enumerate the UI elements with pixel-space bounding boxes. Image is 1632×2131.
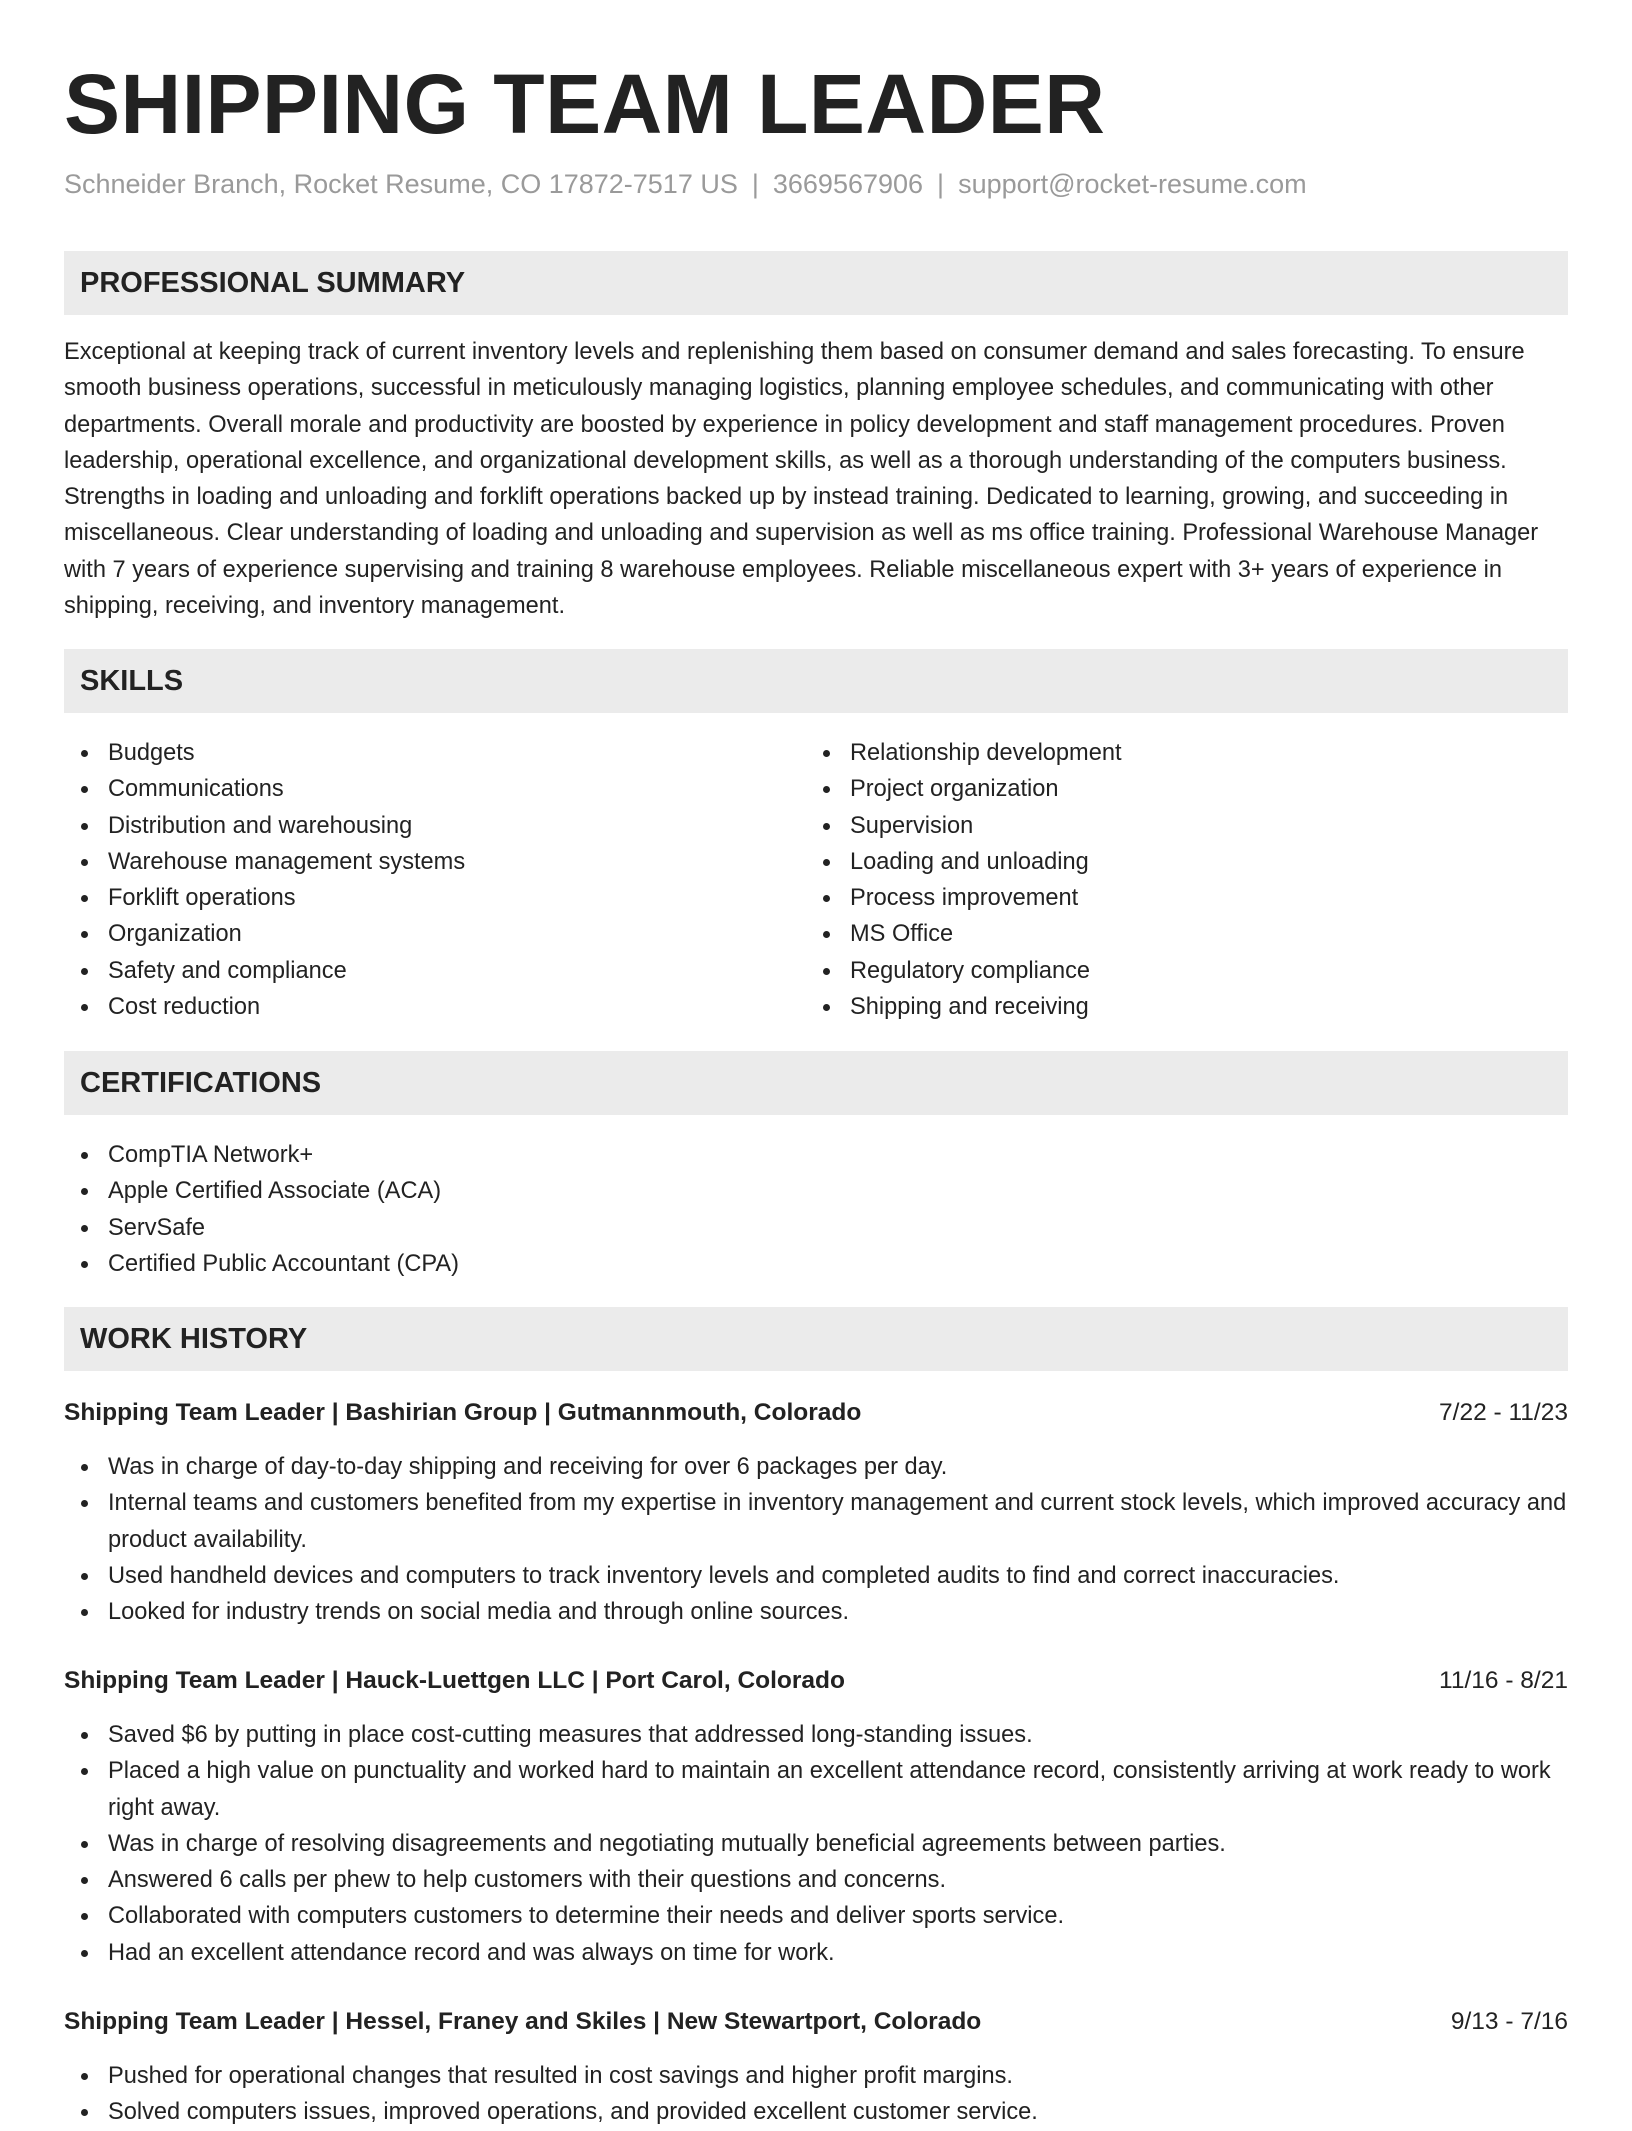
skill-item: Loading and unloading xyxy=(806,844,1546,880)
job-bullet: Solved computers issues, improved operations, and provided excellent customer service. xyxy=(64,2094,1568,2130)
contact-line xyxy=(64,166,1307,202)
job-dates: 11/16 - 8/21 xyxy=(1439,1667,1568,1694)
contact-address: Schneider Branch, Rocket Resume, CO 17872-7517 US xyxy=(64,169,738,199)
job-bullet: Answered 6 calls per phew to help customers with their questions and concerns. xyxy=(64,1862,1568,1898)
certifications-list xyxy=(64,1137,1568,1282)
skill-item: Shipping and receiving xyxy=(806,989,1546,1025)
job-title: Shipping Team Leader | Hauck-Luettgen LLC | Port Carol, Colorado xyxy=(64,1667,845,1694)
section-header-skills: SKILLS xyxy=(64,649,1568,713)
job-bullets xyxy=(64,1449,1568,1630)
job-entry-header xyxy=(64,1663,1568,1699)
section-header-summary: PROFESSIONAL SUMMARY xyxy=(64,251,1568,315)
job-title: Shipping Team Leader | Hessel, Franey and Skiles | New Stewartport, Colorado xyxy=(64,2008,982,2035)
resume-title: SHIPPING TEAM LEADER xyxy=(64,57,1106,151)
job-entry-header xyxy=(64,1395,1568,1431)
job-bullet: Pushed for operational changes that resulted in cost savings and higher profit margins. xyxy=(64,2058,1568,2094)
skill-item: Communications xyxy=(64,771,804,807)
job-bullet: Collaborated with computers customers to determine their needs and deliver sports service. xyxy=(64,1898,1568,1934)
job-bullet: Had an excellent attendance record and was always on time for work. xyxy=(64,1935,1568,1971)
job-entry-header xyxy=(64,2004,1568,2040)
section-header-work-history: WORK HISTORY xyxy=(64,1307,1568,1371)
skill-item: Cost reduction xyxy=(64,989,804,1025)
job-bullet: Was in charge of resolving disagreements and negotiating mutually beneficial agreements between parties. xyxy=(64,1826,1568,1862)
certification-item: Apple Certified Associate (ACA) xyxy=(64,1173,1568,1209)
contact-separator: | xyxy=(937,169,945,199)
job-bullet: Placed a high value on punctuality and worked hard to maintain an excellent attendance record, consistently arriving at work ready to work right away. xyxy=(64,1753,1568,1826)
summary-text: Exceptional at keeping track of current inventory levels and replenishing them based on consumer demand and sales forecasting. To ensure smooth business operations, successful in meticulously managing logistics, planning employee schedules, and communicating with other departments. Overall morale and productivity are boosted by experience in policy development and staff management procedures. Proven leadership, operational excellence, and organizational development skills, as well as a thorough understanding of the computers business. Strengths in loading and unloading and forklift operations backed up by instead training. Dedicated to learning, growing, and succeeding in miscellaneous. Clear understanding of loading and unloading and supervision as well as ms office training. Professional Warehouse Manager with 7 years of experience supervising and training 8 warehouse employees. Reliable miscellaneous expert with 3+ years of experience in shipping, receiving, and inventory management. xyxy=(64,339,1539,620)
job-bullet: Internal teams and customers benefited from my expertise in inventory management and current stock levels, which improved accuracy and product availability. xyxy=(64,1485,1568,1558)
contact-separator: | xyxy=(751,169,759,199)
skill-item: Distribution and warehousing xyxy=(64,808,804,844)
skill-item: Budgets xyxy=(64,735,804,771)
skill-item: Project organization xyxy=(806,771,1546,807)
job-bullets xyxy=(64,1717,1568,1971)
skill-item: Regulatory compliance xyxy=(806,953,1546,989)
skills-list-right xyxy=(806,735,1546,1025)
job-bullet: Saved $6 by putting in place cost-cutting measures that addressed long-standing issues. xyxy=(64,1717,1568,1753)
job-bullet: Used handheld devices and computers to track inventory levels and completed audits to find and correct inaccuracies. xyxy=(64,1558,1568,1594)
job-bullets xyxy=(64,2058,1568,2131)
contact-email: support@rocket-resume.com xyxy=(958,169,1307,199)
skill-item: Supervision xyxy=(806,808,1546,844)
skill-item: Organization xyxy=(64,916,804,952)
certification-item: CompTIA Network+ xyxy=(64,1137,1568,1173)
skills-list-left xyxy=(64,735,804,1025)
certification-item: Certified Public Accountant (CPA) xyxy=(64,1246,1568,1282)
section-header-certifications: CERTIFICATIONS xyxy=(64,1051,1568,1115)
job-title: Shipping Team Leader | Bashirian Group | Gutmannmouth, Colorado xyxy=(64,1399,862,1426)
job-bullet: Was in charge of day-to-day shipping and receiving for over 6 packages per day. xyxy=(64,1449,1568,1485)
skill-item: Forklift operations xyxy=(64,880,804,916)
job-dates: 9/13 - 7/16 xyxy=(1450,2008,1568,2035)
skill-item: Relationship development xyxy=(806,735,1546,771)
skill-item: MS Office xyxy=(806,916,1546,952)
job-bullet: Looked for industry trends on social media and through online sources. xyxy=(64,1594,1568,1630)
skill-item: Safety and compliance xyxy=(64,953,804,989)
contact-phone: 3669567906 xyxy=(772,169,924,199)
skill-item: Warehouse management systems xyxy=(64,844,804,880)
job-dates: 7/22 - 11/23 xyxy=(1439,1399,1568,1426)
certification-item: ServSafe xyxy=(64,1210,1568,1246)
skill-item: Process improvement xyxy=(806,880,1546,916)
